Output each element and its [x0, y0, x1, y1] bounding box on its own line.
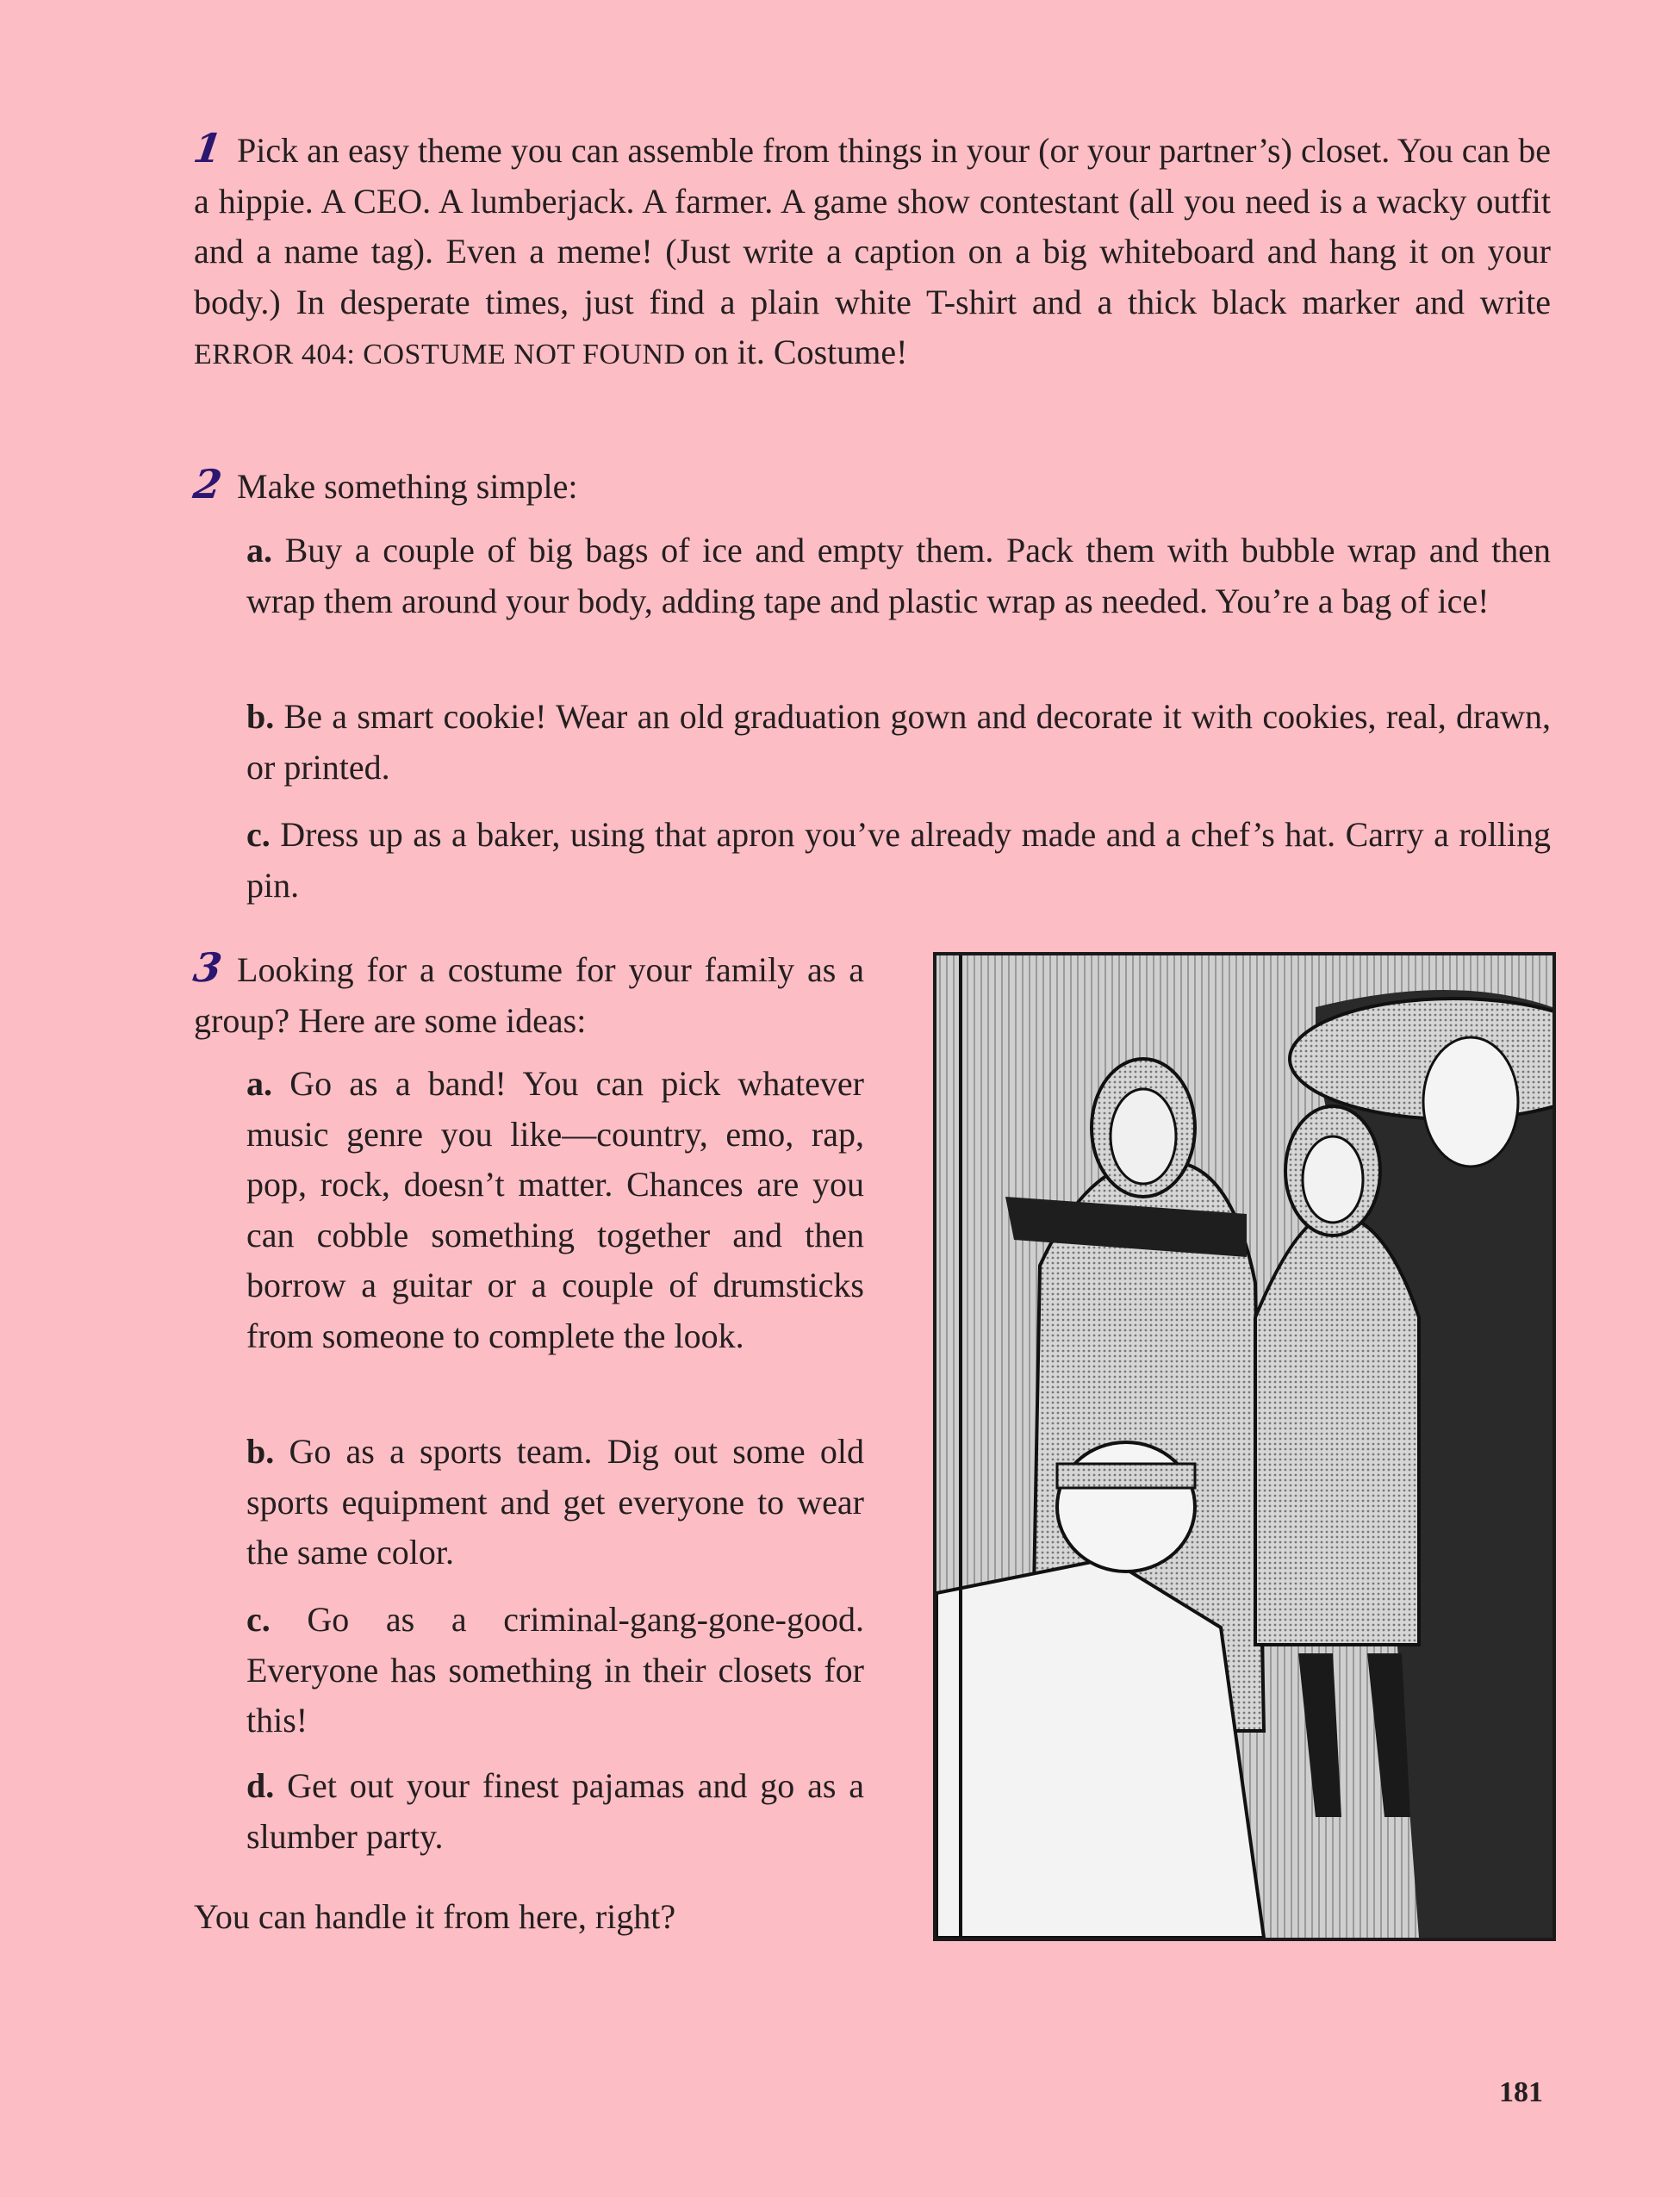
- small-caps-text: ERROR 404: COSTUME NOT FOUND: [194, 339, 686, 370]
- list-item: [246, 1427, 864, 1578]
- item-label: b.: [246, 1432, 275, 1471]
- section-number: 2: [190, 461, 225, 507]
- section-number: 1: [190, 125, 225, 171]
- item-text: Dress up as a baker, using that apron you’ve already made and a chef’s hat. Carry a rolling pin.: [246, 815, 1551, 905]
- item-label: c.: [246, 815, 271, 854]
- list-item: [246, 692, 1551, 793]
- list-item: [246, 810, 1551, 911]
- costume-group-illustration: [936, 955, 1552, 1938]
- section-1: [190, 123, 1551, 381]
- item-text: Buy a couple of big bags of ice and empty them. Pack them with bubble wrap and then wrap them around your body, adding tape and plastic wrap as needed. You’re a bag of ice!: [246, 531, 1551, 620]
- manga-illustration: [933, 952, 1556, 1941]
- list-item: [246, 1059, 864, 1361]
- list-item: [246, 1595, 864, 1746]
- list-item: [246, 526, 1551, 626]
- item-text: Go as a band! You can pick whatever music genre you like—country, emo, rap, pop, rock, doesn’t matter. Chances are you can cobble something together and then borrow a guitar or a couple of drumsticks from someone to complete the look.: [246, 1064, 865, 1355]
- section-2-intro: [190, 459, 1551, 513]
- section-text: Looking for a costume for your family as a group? Here are some ideas:: [194, 950, 864, 1040]
- section-3-intro: [190, 943, 864, 1046]
- item-label: a.: [246, 531, 272, 569]
- list-item: [246, 1761, 864, 1862]
- page-number: 181: [1499, 2076, 1543, 2108]
- item-text: Get out your finest pajamas and go as a slumber party.: [246, 1766, 865, 1856]
- item-label: c.: [246, 1600, 271, 1639]
- closing-text: You can handle it from here, right?: [194, 1897, 676, 1936]
- item-text: Go as a sports team. Dig out some old sports equipment and get everyone to wear the same color.: [246, 1432, 864, 1572]
- section-text: Make something simple:: [237, 467, 578, 506]
- section-text: on it. Costume!: [685, 333, 908, 371]
- item-label: d.: [246, 1766, 275, 1805]
- section-number: 3: [190, 944, 225, 991]
- item-label: a.: [246, 1064, 272, 1103]
- item-text: Go as a criminal-gang-gone-good. Everyone has something in their closets for this!: [246, 1600, 865, 1740]
- section-text: Pick an easy theme you can assemble from things in your (or your partner’s) closet. You can be a hippie. A CEO. A lumberjack. A farmer. A game show contestant (all you need is a wacky outfit and a name tag). Even a meme! (Just write a caption on a big whiteboard and hang it on your body.) In desperate times, just find a plain white T-shirt and a thick black marker and write: [194, 131, 1551, 321]
- item-text: Be a smart cookie! Wear an old graduation gown and decorate it with cookies, real, drawn, or printed.: [246, 697, 1552, 787]
- item-label: b.: [246, 697, 275, 736]
